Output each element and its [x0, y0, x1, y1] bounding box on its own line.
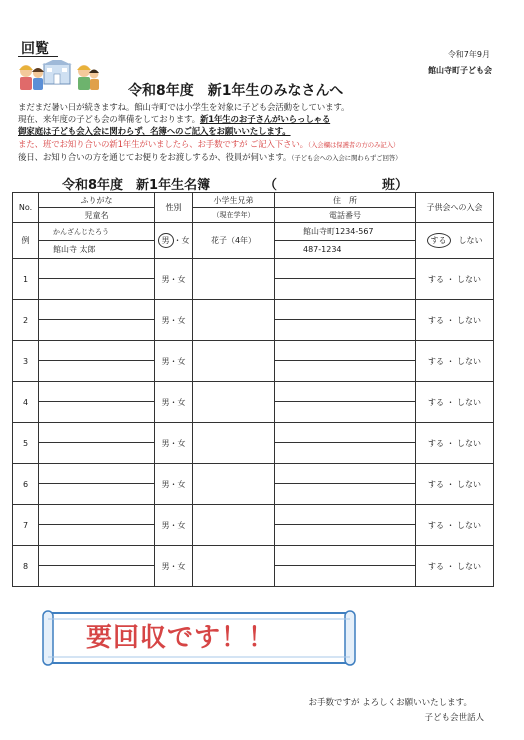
example-name: 館山寺 太郎	[39, 241, 155, 259]
child-name-field[interactable]	[39, 279, 155, 300]
header-gender: 性別	[155, 193, 193, 223]
address-field[interactable]	[275, 546, 416, 566]
row-number: 4	[13, 382, 39, 423]
address-field[interactable]	[275, 300, 416, 320]
furigana-field[interactable]	[39, 423, 155, 443]
address-field[interactable]	[275, 505, 416, 525]
row-number: 8	[13, 546, 39, 587]
phone-field[interactable]	[275, 484, 416, 505]
example-sibling: 花子（4年）	[193, 223, 275, 259]
child-name-field[interactable]	[39, 443, 155, 464]
message-line-2: 現在、来年度の子ども会の準備をしております。新1年生のお子さんがいらっしゃる	[18, 115, 331, 125]
gender-choice[interactable]: 男・女	[155, 259, 193, 300]
phone-field[interactable]	[275, 525, 416, 546]
sibling-field[interactable]	[193, 259, 275, 300]
header-join: 子供会への入会	[416, 193, 494, 223]
header-sibling: 小学生兄弟	[193, 193, 275, 208]
phone-field[interactable]	[275, 443, 416, 464]
example-gender: 男 ・女	[155, 223, 193, 259]
sibling-field[interactable]	[193, 546, 275, 587]
sibling-field[interactable]	[193, 464, 275, 505]
circular-label: 回覧	[21, 41, 49, 57]
gender-choice[interactable]: 男・女	[155, 300, 193, 341]
example-label: 例	[13, 223, 39, 259]
entry-row-6	[13, 464, 494, 484]
phone-field[interactable]	[275, 279, 416, 300]
entry-row-5	[13, 423, 494, 443]
example-furigana: かんざんじたろう	[39, 223, 155, 241]
furigana-field[interactable]	[39, 341, 155, 361]
furigana-field[interactable]	[39, 546, 155, 566]
row-number: 2	[13, 300, 39, 341]
example-row	[13, 223, 494, 241]
entry-row-8	[13, 546, 494, 566]
header-no: No.	[13, 193, 39, 223]
address-field[interactable]	[275, 382, 416, 402]
join-choice[interactable]: する ・ しない	[416, 505, 494, 546]
message-line-5: 後日、お知り合いの方を通じてお便りをお渡しするか、役員が伺います。（子ども会への入会に関わらずご回答）	[18, 153, 402, 163]
gender-choice[interactable]: 男・女	[155, 382, 193, 423]
sibling-field[interactable]	[193, 382, 275, 423]
gender-choice[interactable]: 男・女	[155, 341, 193, 382]
furigana-field[interactable]	[39, 300, 155, 320]
entry-row-3	[13, 341, 494, 361]
header-address: 住 所	[275, 193, 416, 208]
page-title: 令和8年度 新1年生のみなさんへ	[128, 83, 344, 99]
child-name-field[interactable]	[39, 402, 155, 423]
address-field[interactable]	[275, 341, 416, 361]
issue-date: 令和7年9月	[447, 50, 490, 59]
join-choice[interactable]: する ・ しない	[416, 300, 494, 341]
row-number: 5	[13, 423, 39, 464]
row-number: 1	[13, 259, 39, 300]
address-field[interactable]	[275, 464, 416, 484]
furigana-field[interactable]	[39, 382, 155, 402]
sibling-field[interactable]	[193, 300, 275, 341]
address-field[interactable]	[275, 423, 416, 443]
sibling-field[interactable]	[193, 505, 275, 546]
phone-field[interactable]	[275, 402, 416, 423]
child-name-field[interactable]	[39, 525, 155, 546]
entry-row-1	[13, 259, 494, 279]
furigana-field[interactable]	[39, 259, 155, 279]
furigana-field[interactable]	[39, 464, 155, 484]
gender-choice[interactable]: 男・女	[155, 546, 193, 587]
organization-name: 館山寺町子ども会	[428, 66, 492, 75]
gender-choice[interactable]: 男・女	[155, 505, 193, 546]
child-name-field[interactable]	[39, 361, 155, 382]
child-name-field[interactable]	[39, 320, 155, 341]
circular-underline	[18, 56, 58, 57]
join-choice[interactable]: する ・ しない	[416, 382, 494, 423]
header-sibling-sub: （現在学年）	[193, 208, 275, 223]
group-label: 班）	[382, 178, 409, 193]
message-line-4: また、班でお知り合いの新1年生がいましたら、お手数ですが ご記入下さい。（入会欄は保護者の方のみ記入）	[18, 140, 400, 150]
example-phone: 487-1234	[275, 241, 416, 259]
address-field[interactable]	[275, 259, 416, 279]
header-furigana: ふりがな	[39, 193, 155, 208]
header-row	[13, 193, 494, 208]
child-name-field[interactable]	[39, 484, 155, 505]
example-join: する しない	[416, 223, 494, 259]
phone-field[interactable]	[275, 361, 416, 382]
phone-field[interactable]	[275, 566, 416, 587]
signer: 子ども会世話人	[424, 713, 484, 723]
join-choice[interactable]: する ・ しない	[416, 259, 494, 300]
entry-row-7	[13, 505, 494, 525]
furigana-field[interactable]	[39, 505, 155, 525]
row-number: 3	[13, 341, 39, 382]
join-choice[interactable]: する ・ しない	[416, 341, 494, 382]
header-phone: 電話番号	[275, 208, 416, 223]
gender-choice[interactable]: 男・女	[155, 423, 193, 464]
gender-male-circled: 男	[158, 233, 174, 248]
row-number: 6	[13, 464, 39, 505]
join-choice[interactable]: する ・ しない	[416, 546, 494, 587]
children-illustration	[14, 60, 100, 92]
phone-field[interactable]	[275, 320, 416, 341]
child-name-field[interactable]	[39, 566, 155, 587]
row-number: 7	[13, 505, 39, 546]
join-choice[interactable]: する ・ しない	[416, 423, 494, 464]
entry-row-4	[13, 382, 494, 402]
roster-table	[12, 192, 494, 587]
roster-title: 令和8年度 新1年生名簿	[62, 178, 211, 193]
gender-choice[interactable]: 男・女	[155, 464, 193, 505]
group-open-paren: （	[264, 178, 278, 193]
message-line-1: まだまだ暑い日が続きますね。館山寺町では小学生を対象に子ども会活動をしています。	[18, 103, 350, 113]
join-choice[interactable]: する ・ しない	[416, 464, 494, 505]
sibling-field[interactable]	[193, 423, 275, 464]
join-yes-circled: する	[427, 233, 451, 248]
sibling-field[interactable]	[193, 341, 275, 382]
example-address: 館山寺町1234-567	[275, 223, 416, 241]
header-child-name: 児童名	[39, 208, 155, 223]
message-line-3: 御家庭は子ども会入会に関わらず、名簿へのご記入をお願いいたします。	[18, 127, 291, 137]
entry-row-2	[13, 300, 494, 320]
collection-notice: 要回収です！！	[86, 623, 276, 653]
closing-remark: お手数ですが よろしくお願いいたします。	[308, 698, 472, 708]
